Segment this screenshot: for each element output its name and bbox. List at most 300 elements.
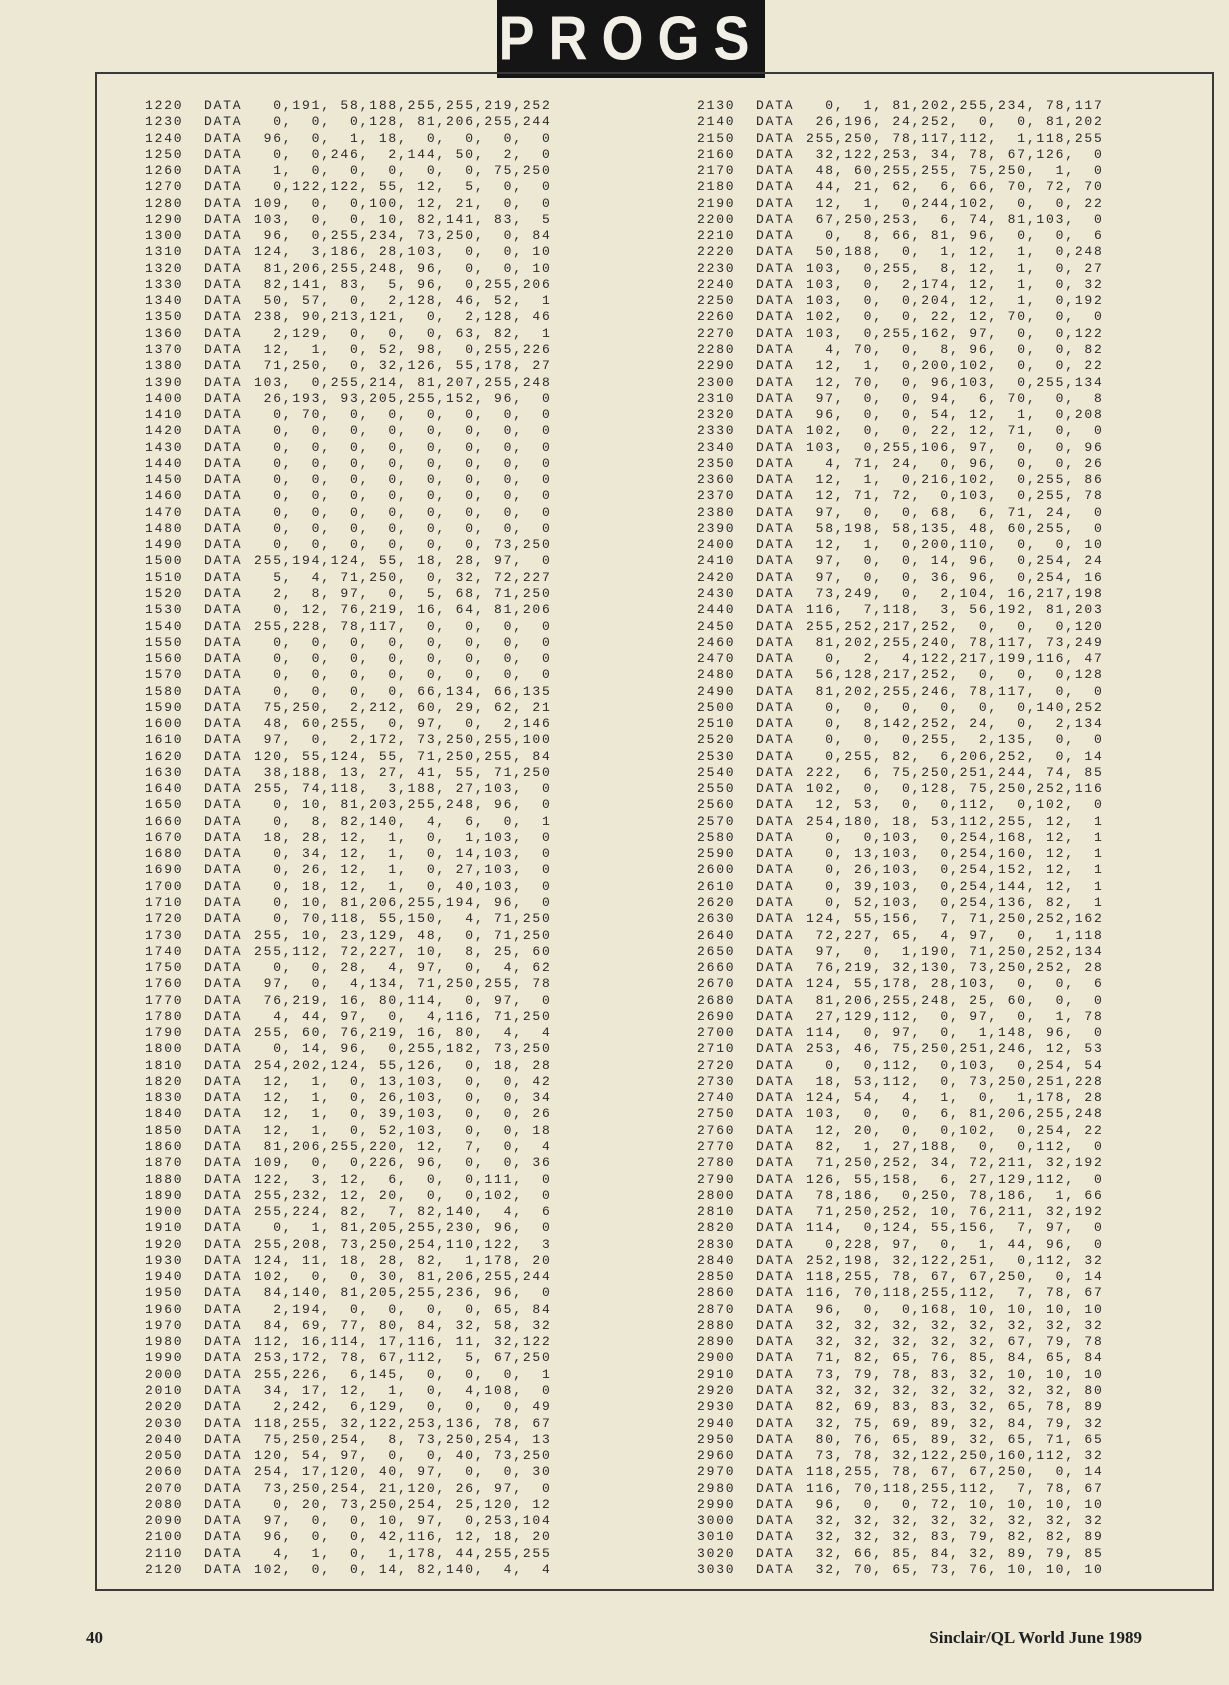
data-line <box>145 358 552 374</box>
data-keyword: DATA <box>204 1448 243 1464</box>
line-number: 2120 <box>145 1561 184 1577</box>
data-values: 67,250,253, 6, 74, 81,103, 0 <box>806 211 1104 227</box>
data-values: 126, 55,158, 6, 27,129,112, 0 <box>806 1171 1104 1187</box>
data-keyword: DATA <box>756 488 795 504</box>
data-keyword: DATA <box>756 748 795 764</box>
data-line <box>697 553 1104 569</box>
data-keyword: DATA <box>756 244 795 260</box>
data-keyword: DATA <box>204 992 243 1008</box>
line-number: 1880 <box>145 1171 184 1187</box>
data-line <box>697 1041 1104 1057</box>
line-number: 1330 <box>145 276 184 292</box>
data-line <box>697 537 1104 553</box>
data-values: 102, 0, 0, 22, 12, 70, 0, 0 <box>806 309 1104 325</box>
data-keyword: DATA <box>204 537 243 553</box>
data-line <box>697 196 1104 212</box>
data-keyword: DATA <box>204 1317 243 1333</box>
data-line <box>145 212 552 228</box>
data-line <box>145 309 552 325</box>
line-number: 2290 <box>697 358 736 374</box>
data-values: 82, 69, 83, 83, 32, 65, 78, 89 <box>806 1399 1104 1415</box>
data-values: 102, 0, 0,128, 75,250,252,116 <box>806 781 1104 797</box>
line-number: 2590 <box>697 846 736 862</box>
line-number: 2400 <box>697 537 736 553</box>
data-keyword: DATA <box>756 276 795 292</box>
data-values: 124, 55,178, 28,103, 0, 0, 6 <box>806 976 1104 992</box>
line-number: 2380 <box>697 504 736 520</box>
data-keyword: DATA <box>204 797 243 813</box>
line-number: 2190 <box>697 195 736 211</box>
data-values: 255, 60, 76,219, 16, 80, 4, 4 <box>254 1025 552 1041</box>
data-line <box>145 1106 552 1122</box>
data-keyword: DATA <box>204 1301 243 1317</box>
data-values: 97, 0, 4,134, 71,250,255, 78 <box>254 976 552 992</box>
section-title: PROGS <box>498 4 764 74</box>
data-keyword: DATA <box>756 1057 795 1073</box>
line-number: 1900 <box>145 1204 184 1220</box>
data-values: 75,250,254, 8, 73,250,254, 13 <box>254 1431 552 1447</box>
data-keyword: DATA <box>204 895 243 911</box>
data-keyword: DATA <box>204 862 243 878</box>
data-keyword: DATA <box>204 1171 243 1187</box>
data-values: 255,228, 78,117, 0, 0, 0, 0 <box>254 618 552 634</box>
data-values: 0, 0, 28, 4, 97, 0, 4, 62 <box>254 960 552 976</box>
data-values: 50, 57, 0, 2,128, 46, 52, 1 <box>254 293 552 309</box>
data-line <box>145 684 552 700</box>
line-number: 1560 <box>145 651 184 667</box>
line-number: 2470 <box>697 651 736 667</box>
data-keyword: DATA <box>204 699 243 715</box>
data-line <box>697 244 1104 260</box>
data-values: 103, 0,255,214, 81,207,255,248 <box>254 374 552 390</box>
data-line <box>697 619 1104 635</box>
data-keyword: DATA <box>756 130 795 146</box>
data-values: 12, 1, 0,216,102, 0,255, 86 <box>806 472 1104 488</box>
data-keyword: DATA <box>756 1399 795 1415</box>
line-number: 2060 <box>145 1464 184 1480</box>
listing-column-right <box>697 98 1104 1578</box>
data-keyword: DATA <box>756 1334 795 1350</box>
data-values: 238, 90,213,121, 0, 2,128, 46 <box>254 309 552 325</box>
line-number: 1240 <box>145 130 184 146</box>
data-values: 255,232, 12, 20, 0, 0,102, 0 <box>254 1187 552 1203</box>
line-number: 2530 <box>697 748 736 764</box>
data-line <box>145 440 552 456</box>
data-keyword: DATA <box>756 1008 795 1024</box>
data-line <box>697 781 1104 797</box>
data-values: 0, 52,103, 0,254,136, 82, 1 <box>806 895 1104 911</box>
line-number: 2950 <box>697 1431 736 1447</box>
line-number: 1750 <box>145 960 184 976</box>
data-values: 48, 60,255, 0, 97, 0, 2,146 <box>254 716 552 732</box>
data-values: 254,180, 18, 53,112,255, 12, 1 <box>806 813 1104 829</box>
data-line <box>697 1350 1104 1366</box>
data-values: 96, 0,255,234, 73,250, 0, 84 <box>254 228 552 244</box>
data-values: 96, 0, 0, 72, 10, 10, 10, 10 <box>806 1496 1104 1512</box>
line-number: 3000 <box>697 1513 736 1529</box>
data-keyword: DATA <box>204 927 243 943</box>
data-values: 0, 2, 4,122,217,199,116, 47 <box>806 651 1104 667</box>
line-number: 1670 <box>145 829 184 845</box>
data-keyword: DATA <box>756 1415 795 1431</box>
data-line <box>697 993 1104 1009</box>
line-number: 2340 <box>697 439 736 455</box>
data-values: 4, 44, 97, 0, 4,116, 71,250 <box>254 1008 552 1024</box>
data-keyword: DATA <box>204 1025 243 1041</box>
data-keyword: DATA <box>756 114 795 130</box>
data-line <box>697 1481 1104 1497</box>
data-values: 32, 32, 32, 32, 32, 32, 32, 32 <box>806 1317 1104 1333</box>
data-keyword: DATA <box>204 1090 243 1106</box>
data-values: 73, 78, 32,122,250,160,112, 32 <box>806 1448 1104 1464</box>
data-values: 0, 70, 0, 0, 0, 0, 0, 0 <box>254 407 552 423</box>
data-line <box>697 131 1104 147</box>
data-keyword: DATA <box>756 341 795 357</box>
data-line <box>697 1155 1104 1171</box>
data-line <box>145 1432 552 1448</box>
data-values: 0, 0, 0,128, 81,206,255,244 <box>254 114 552 130</box>
data-keyword: DATA <box>756 228 795 244</box>
data-values: 12, 1, 0,244,102, 0, 0, 22 <box>806 195 1104 211</box>
data-line <box>145 261 552 277</box>
data-keyword: DATA <box>756 1204 795 1220</box>
data-keyword: DATA <box>756 618 795 634</box>
data-keyword: DATA <box>204 309 243 325</box>
data-values: 0, 0,112, 0,103, 0,254, 54 <box>806 1057 1104 1073</box>
line-number: 1590 <box>145 699 184 715</box>
line-number: 2610 <box>697 878 736 894</box>
line-number: 2760 <box>697 1122 736 1138</box>
data-keyword: DATA <box>756 1220 795 1236</box>
data-values: 103, 0, 0, 6, 81,206,255,248 <box>806 1106 1104 1122</box>
data-keyword: DATA <box>204 1399 243 1415</box>
data-values: 96, 0, 0, 54, 12, 1, 0,208 <box>806 407 1104 423</box>
data-values: 103, 0, 0, 10, 82,141, 83, 5 <box>254 211 552 227</box>
data-values: 48, 60,255,255, 75,250, 1, 0 <box>806 163 1104 179</box>
line-number: 1960 <box>145 1301 184 1317</box>
data-values: 0, 0, 0, 0, 0, 0, 0, 0 <box>254 488 552 504</box>
line-number: 2360 <box>697 472 736 488</box>
data-values: 103, 0,255, 8, 12, 1, 0, 27 <box>806 260 1104 276</box>
data-line <box>145 1464 552 1480</box>
line-number: 2990 <box>697 1496 736 1512</box>
line-number: 2020 <box>145 1399 184 1415</box>
data-line <box>697 684 1104 700</box>
data-line <box>145 602 552 618</box>
data-line <box>145 976 552 992</box>
data-line <box>697 1009 1104 1025</box>
data-keyword: DATA <box>756 407 795 423</box>
line-number: 1830 <box>145 1090 184 1106</box>
data-values: 0, 13,103, 0,254,160, 12, 1 <box>806 846 1104 862</box>
line-number: 2830 <box>697 1236 736 1252</box>
data-values: 32, 66, 85, 84, 32, 89, 79, 85 <box>806 1545 1104 1561</box>
data-values: 32, 32, 32, 32, 32, 67, 79, 78 <box>806 1334 1104 1350</box>
data-line <box>145 1383 552 1399</box>
data-keyword: DATA <box>204 960 243 976</box>
data-line <box>145 326 552 342</box>
data-line <box>145 1481 552 1497</box>
data-values: 32, 70, 65, 73, 76, 10, 10, 10 <box>806 1561 1104 1577</box>
data-line <box>697 895 1104 911</box>
data-values: 0, 10, 81,203,255,248, 96, 0 <box>254 797 552 813</box>
data-values: 12, 70, 0, 96,103, 0,255,134 <box>806 374 1104 390</box>
line-number: 2890 <box>697 1334 736 1350</box>
data-line <box>145 1139 552 1155</box>
data-line <box>697 1123 1104 1139</box>
data-keyword: DATA <box>756 1301 795 1317</box>
data-keyword: DATA <box>204 358 243 374</box>
data-line <box>697 1334 1104 1350</box>
data-line <box>697 277 1104 293</box>
data-keyword: DATA <box>756 1090 795 1106</box>
data-values: 81,206,255,248, 25, 60, 0, 0 <box>806 992 1104 1008</box>
data-keyword: DATA <box>756 634 795 650</box>
data-keyword: DATA <box>756 732 795 748</box>
data-values: 32, 32, 32, 32, 32, 32, 32, 80 <box>806 1382 1104 1398</box>
data-line <box>697 440 1104 456</box>
data-values: 0, 0, 0, 0, 0, 0, 0, 0 <box>254 520 552 536</box>
data-values: 12, 1, 0, 26,103, 0, 0, 34 <box>254 1090 552 1106</box>
data-keyword: DATA <box>756 716 795 732</box>
data-values: 12, 20, 0, 0,102, 0,254, 22 <box>806 1122 1104 1138</box>
data-keyword: DATA <box>756 829 795 845</box>
data-line <box>697 651 1104 667</box>
line-number: 1250 <box>145 146 184 162</box>
data-keyword: DATA <box>204 911 243 927</box>
data-line <box>145 488 552 504</box>
line-number: 1580 <box>145 683 184 699</box>
data-keyword: DATA <box>204 1139 243 1154</box>
data-values: 81,206,255,220, 12, 7, 0, 4 <box>254 1139 552 1154</box>
data-line <box>145 277 552 293</box>
line-number: 2330 <box>697 423 736 439</box>
data-keyword: DATA <box>204 667 243 683</box>
data-line <box>697 391 1104 407</box>
line-number: 1410 <box>145 407 184 423</box>
line-number: 2030 <box>145 1415 184 1431</box>
data-keyword: DATA <box>756 699 795 715</box>
data-line <box>697 765 1104 781</box>
line-number: 1530 <box>145 602 184 618</box>
data-keyword: DATA <box>204 1285 243 1301</box>
line-number: 2350 <box>697 455 736 471</box>
data-keyword: DATA <box>756 1431 795 1447</box>
data-line <box>145 407 552 423</box>
line-number: 1790 <box>145 1025 184 1041</box>
data-values: 102, 0, 0, 30, 81,206,255,244 <box>254 1269 552 1285</box>
line-number: 1510 <box>145 569 184 585</box>
data-line <box>145 1204 552 1220</box>
data-line <box>145 1172 552 1188</box>
line-number: 1460 <box>145 488 184 504</box>
line-number: 2150 <box>697 130 736 146</box>
data-line <box>145 1350 552 1366</box>
data-values: 0,191, 58,188,255,255,219,252 <box>254 98 552 113</box>
data-line <box>145 619 552 635</box>
data-line <box>145 423 552 439</box>
data-values: 84,140, 81,205,255,236, 96, 0 <box>254 1285 552 1301</box>
data-line <box>145 1188 552 1204</box>
line-number: 2580 <box>697 829 736 845</box>
data-line <box>697 635 1104 651</box>
data-line <box>145 179 552 195</box>
data-values: 0, 0, 0, 0, 0, 0, 0, 0 <box>254 423 552 439</box>
data-keyword: DATA <box>756 1025 795 1041</box>
data-line <box>697 667 1104 683</box>
data-values: 97, 0, 0, 36, 96, 0,254, 16 <box>806 569 1104 585</box>
data-keyword: DATA <box>756 504 795 520</box>
line-number: 2940 <box>697 1415 736 1431</box>
data-keyword: DATA <box>204 407 243 423</box>
data-values: 255,226, 6,145, 0, 0, 0, 1 <box>254 1366 552 1382</box>
data-keyword: DATA <box>756 325 795 341</box>
data-line <box>145 1090 552 1106</box>
data-line <box>145 293 552 309</box>
data-line <box>145 1220 552 1236</box>
data-keyword: DATA <box>756 1561 795 1577</box>
data-keyword: DATA <box>756 1252 795 1268</box>
data-values: 81,206,255,248, 96, 0, 0, 10 <box>254 260 552 276</box>
data-values: 255,194,124, 55, 18, 28, 97, 0 <box>254 553 552 569</box>
data-line <box>145 667 552 683</box>
data-values: 0, 12, 76,219, 16, 64, 81,206 <box>254 602 552 618</box>
data-line <box>697 586 1104 602</box>
data-line <box>145 830 552 846</box>
data-values: 71,250,252, 10, 76,211, 32,192 <box>806 1204 1104 1220</box>
data-line <box>145 1416 552 1432</box>
data-values: 26,193, 93,205,255,152, 96, 0 <box>254 390 552 406</box>
line-number: 1650 <box>145 797 184 813</box>
data-line <box>145 391 552 407</box>
data-keyword: DATA <box>756 862 795 878</box>
data-line <box>145 1237 552 1253</box>
data-line <box>697 1529 1104 1545</box>
data-values: 1, 0, 0, 0, 0, 0, 75,250 <box>254 163 552 179</box>
line-number: 2310 <box>697 390 736 406</box>
line-number: 1700 <box>145 878 184 894</box>
data-keyword: DATA <box>756 781 795 797</box>
line-number: 2110 <box>145 1545 184 1561</box>
data-values: 103, 0,255,106, 97, 0, 0, 96 <box>806 439 1104 455</box>
data-line <box>145 928 552 944</box>
data-values: 96, 0, 0, 42,116, 12, 18, 20 <box>254 1529 552 1545</box>
line-number: 2250 <box>697 293 736 309</box>
data-line <box>697 1383 1104 1399</box>
data-keyword: DATA <box>756 651 795 667</box>
data-line <box>697 1399 1104 1415</box>
data-keyword: DATA <box>204 683 243 699</box>
data-line <box>145 1009 552 1025</box>
line-number: 2390 <box>697 520 736 536</box>
line-number: 2440 <box>697 602 736 618</box>
data-line <box>697 944 1104 960</box>
data-line <box>697 976 1104 992</box>
data-keyword: DATA <box>204 341 243 357</box>
line-number: 1990 <box>145 1350 184 1366</box>
data-line <box>697 114 1104 130</box>
line-number: 1890 <box>145 1187 184 1203</box>
data-values: 34, 17, 12, 1, 0, 4,108, 0 <box>254 1382 552 1398</box>
data-keyword: DATA <box>756 683 795 699</box>
line-number: 2160 <box>697 146 736 162</box>
data-values: 254,202,124, 55,126, 0, 18, 28 <box>254 1057 552 1073</box>
data-keyword: DATA <box>204 1334 243 1350</box>
data-keyword: DATA <box>756 1480 795 1496</box>
data-keyword: DATA <box>204 472 243 488</box>
data-keyword: DATA <box>204 1106 243 1122</box>
data-line <box>145 114 552 130</box>
line-number: 2240 <box>697 276 736 292</box>
data-values: 32,122,253, 34, 78, 67,126, 0 <box>806 146 1104 162</box>
data-keyword: DATA <box>204 716 243 732</box>
line-number: 2870 <box>697 1301 736 1317</box>
data-keyword: DATA <box>204 276 243 292</box>
data-keyword: DATA <box>756 98 795 113</box>
data-line <box>145 1529 552 1545</box>
data-line <box>145 131 552 147</box>
data-line <box>697 1025 1104 1041</box>
data-values: 0, 34, 12, 1, 0, 14,103, 0 <box>254 846 552 862</box>
line-number: 2720 <box>697 1057 736 1073</box>
data-values: 0, 1, 81,202,255,234, 78,117 <box>806 98 1104 113</box>
line-number: 2840 <box>697 1252 736 1268</box>
data-keyword: DATA <box>204 1431 243 1447</box>
data-line <box>145 651 552 667</box>
data-values: 0, 8, 82,140, 4, 6, 0, 1 <box>254 813 552 829</box>
data-keyword: DATA <box>756 520 795 536</box>
data-keyword: DATA <box>204 634 243 650</box>
data-values: 253, 46, 75,250,251,246, 12, 53 <box>806 1041 1104 1057</box>
data-keyword: DATA <box>204 943 243 959</box>
data-values: 81,202,255,246, 78,117, 0, 0 <box>806 683 1104 699</box>
line-number: 1490 <box>145 537 184 553</box>
line-number: 1520 <box>145 585 184 601</box>
data-line <box>145 1074 552 1090</box>
data-keyword: DATA <box>756 1513 795 1529</box>
line-number: 2920 <box>697 1382 736 1398</box>
data-keyword: DATA <box>204 748 243 764</box>
data-keyword: DATA <box>756 1529 795 1545</box>
line-number: 2420 <box>697 569 736 585</box>
data-line <box>145 472 552 488</box>
line-number: 1690 <box>145 862 184 878</box>
data-line <box>697 1318 1104 1334</box>
data-line <box>697 732 1104 748</box>
line-number: 2630 <box>697 911 736 927</box>
data-keyword: DATA <box>204 439 243 455</box>
data-values: 122, 3, 12, 6, 0, 0,111, 0 <box>254 1171 552 1187</box>
data-line <box>697 342 1104 358</box>
data-values: 103, 0,255,162, 97, 0, 0,122 <box>806 325 1104 341</box>
data-keyword: DATA <box>756 309 795 325</box>
data-line <box>697 749 1104 765</box>
line-number: 2910 <box>697 1366 736 1382</box>
line-number: 1320 <box>145 260 184 276</box>
data-values: 72,227, 65, 4, 97, 0, 1,118 <box>806 927 1104 943</box>
data-values: 222, 6, 75,250,251,244, 74, 85 <box>806 764 1104 780</box>
data-keyword: DATA <box>204 781 243 797</box>
data-values: 0, 0, 0, 0, 0, 0, 0, 0 <box>254 472 552 488</box>
data-values: 0, 0,103, 0,254,168, 12, 1 <box>806 829 1104 845</box>
line-number: 2550 <box>697 781 736 797</box>
data-line <box>145 944 552 960</box>
line-number: 2980 <box>697 1480 736 1496</box>
data-line <box>697 1237 1104 1253</box>
line-number: 1610 <box>145 732 184 748</box>
data-keyword: DATA <box>204 146 243 162</box>
data-values: 75,250, 2,212, 60, 29, 62, 21 <box>254 699 552 715</box>
